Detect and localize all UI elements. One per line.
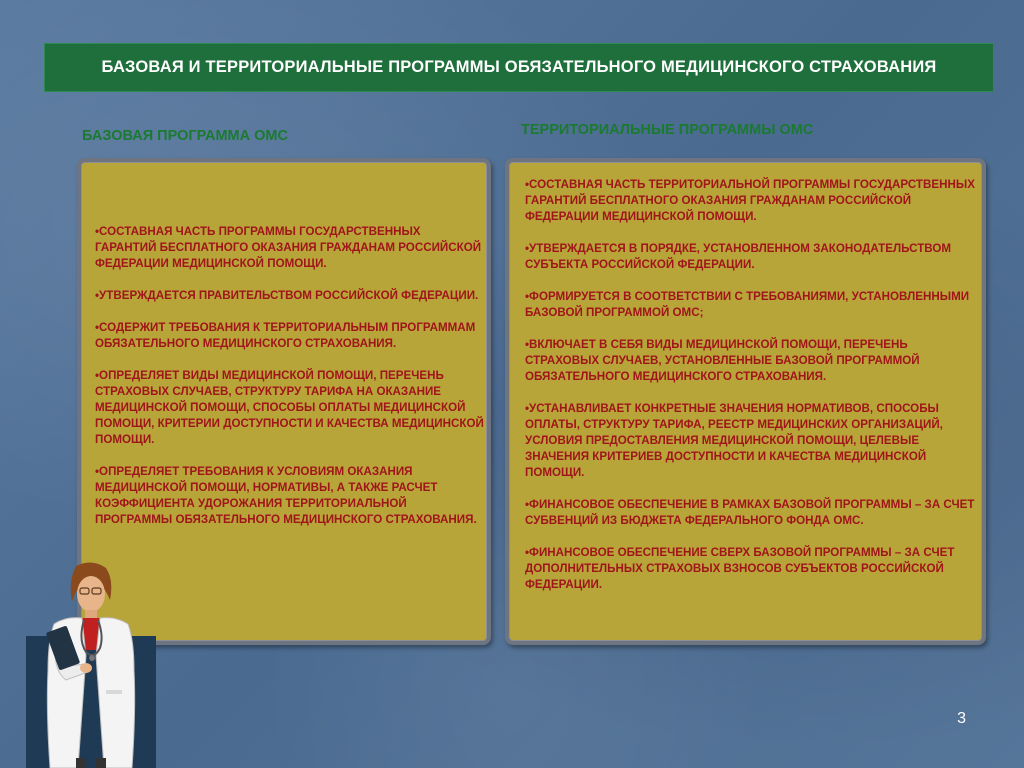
list-item: •ФИНАНСОВОЕ ОБЕСПЕЧЕНИЕ В РАМКАХ БАЗОВОЙ ПРОГРАММЫ – ЗА СЧЕТ СУБВЕНЦИЙ ИЗ БЮДЖЕТА ФЕДЕРАЛЬНОГО ФОНДА ОМС. (525, 498, 975, 527)
list-item: •ФИНАНСОВОЕ ОБЕСПЕЧЕНИЕ СВЕРХ БАЗОВОЙ ПРОГРАММЫ – ЗА СЧЕТ ДОПОЛНИТЕЛЬНЫХ СТРАХОВЫХ ВЗНОСОВ СУБЪЕКТОВ РОССИЙСКОЙ ФЕДЕРАЦИИ. (525, 546, 955, 591)
list-item: •ОПРЕДЕЛЯЕТ ВИДЫ МЕДИЦИНСКОЙ ПОМОЩИ, ПЕРЕЧЕНЬ СТРАХОВЫХ СЛУЧАЕВ, СТРУКТУРУ ТАРИФА НА ОКАЗАНИЕ МЕДИЦИНСКОЙ ПОМОЩИ, СПОСОБЫ ОПЛАТЫ МЕДИЦИНСКОЙ ПОМОЩИ, КРИТЕРИИ ДОСТУПНОСТИ И КАЧЕСТВА МЕДИЦИНСКОЙ ПОМОЩИ. (95, 369, 484, 446)
list-item: •УТВЕРЖДАЕТСЯ В ПОРЯДКЕ, УСТАНОВЛЕННОМ ЗАКОНОДАТЕЛЬСТВОМ СУБЪЕКТА РОССИЙСКОЙ ФЕДЕРАЦИИ. (525, 242, 952, 271)
list-item: •УСТАНАВЛИВАЕТ КОНКРЕТНЫЕ ЗНАЧЕНИЯ НОРМАТИВОВ, СПОСОБЫ ОПЛАТЫ, СТРУКТУРУ ТАРИФА, РЕЕСТР МЕДИЦИНСКИХ ОРГАНИЗАЦИЙ, УСЛОВИЯ ПРЕДОСТАВЛЕНИЯ МЕДИЦИНСКОЙ ПОМОЩИ, ЦЕЛЕВЫЕ ЗНАЧЕНИЯ КРИТЕРИЕВ ДОСТУПНОСТИ И КАЧЕСТВА МЕДИЦИНСКОЙ ПОМОЩИ. (525, 402, 943, 479)
list-item: •СОДЕРЖИТ ТРЕБОВАНИЯ К ТЕРРИТОРИАЛЬНЫМ ПРОГРАММАМ ОБЯЗАТЕЛЬНОГО МЕДИЦИНСКОГО СТРАХОВАНИЯ. (95, 321, 476, 350)
territorial-programs-list (525, 177, 985, 609)
list-item: •СОСТАВНАЯ ЧАСТЬ ТЕРРИТОРИАЛЬНОЙ ПРОГРАММЫ ГОСУДАРСТВЕННЫХ ГАРАНТИЙ БЕСПЛАТНОГО ОКАЗАНИЯ ГРАЖДАНАМ РОССИЙСКОЙ ФЕДЕРАЦИИ МЕДИЦИНСКОЙ ПОМОЩИ. (525, 178, 975, 223)
page-number: 3 (957, 710, 966, 727)
title-bar (44, 43, 994, 92)
doctor-illustration (26, 560, 156, 768)
list-item: •ВКЛЮЧАЕТ В СЕБЯ ВИДЫ МЕДИЦИНСКОЙ ПОМОЩИ, ПЕРЕЧЕНЬ СТРАХОВЫХ СЛУЧАЕВ, УСТАНОВЛЕННЫЕ БАЗОВОЙ ПРОГРАММОЙ ОБЯЗАТЕЛЬНОГО МЕДИЦИНСКОГО СТРАХОВАНИЯ. (525, 338, 920, 383)
list-item: •ОПРЕДЕЛЯЕТ ТРЕБОВАНИЯ К УСЛОВИЯМ ОКАЗАНИЯ МЕДИЦИНСКОЙ ПОМОЩИ, НОРМАТИВЫ, А ТАКЖЕ РАСЧЕТ КОЭФФИЦИЕНТА УДОРОЖАНИЯ ТЕРРИТОРИАЛЬНОЙ ПРОГРАММЫ ОБЯЗАТЕЛЬНОГО МЕДИЦИНСКОГО СТРАХОВАНИЯ. (95, 465, 477, 526)
slide-title: БАЗОВАЯ И ТЕРРИТОРИАЛЬНЫЕ ПРОГРАММЫ ОБЯЗАТЕЛЬНОГО МЕДИЦИНСКОГО СТРАХОВАНИЯ (101, 58, 937, 76)
territorial-programs-heading: ТЕРРИТОРИАЛЬНЫЕ ПРОГРАММЫ ОМС (521, 122, 814, 138)
territorial-programs-panel (505, 158, 986, 645)
list-item: •ФОРМИРУЕТСЯ В СООТВЕТСТВИИ С ТРЕБОВАНИЯМИ, УСТАНОВЛЕННЫМИ БАЗОВОЙ ПРОГРАММОЙ ОМС; (525, 290, 970, 319)
list-item: •УТВЕРЖДАЕТСЯ ПРАВИТЕЛЬСТВОМ РОССИЙСКОЙ ФЕДЕРАЦИИ. (95, 289, 479, 302)
basic-program-heading: БАЗОВАЯ ПРОГРАММА ОМС (82, 128, 288, 144)
list-item: •СОСТАВНАЯ ЧАСТЬ ПРОГРАММЫ ГОСУДАРСТВЕННЫХ ГАРАНТИЙ БЕСПЛАТНОГО ОКАЗАНИЯ ГРАЖДАНАМ РОССИЙСКОЙ ФЕДЕРАЦИИ МЕДИЦИНСКОЙ ПОМОЩИ. (95, 225, 482, 270)
basic-program-list (95, 224, 485, 544)
